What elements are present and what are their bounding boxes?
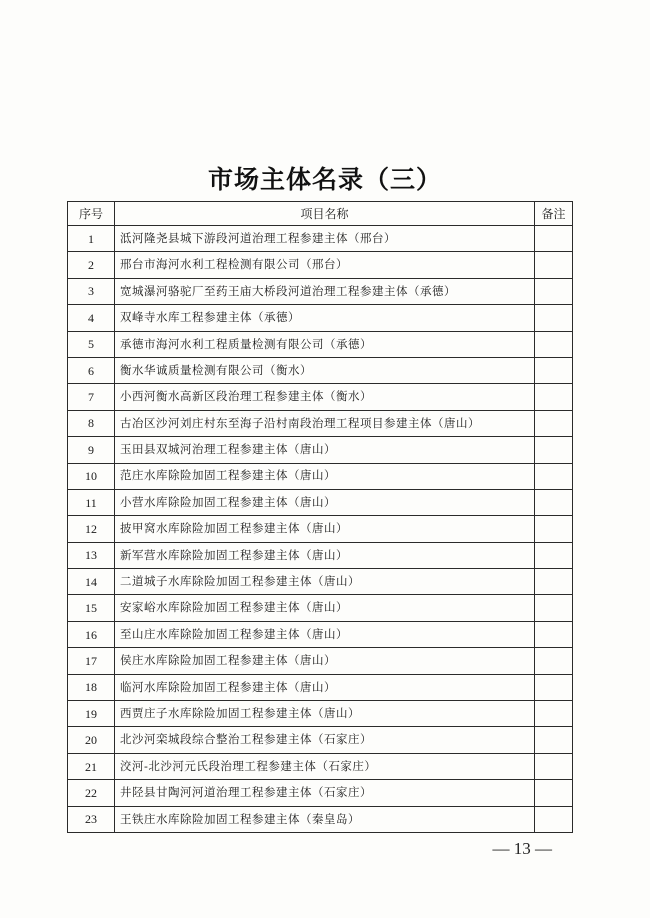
- row-serial-number: 14: [68, 569, 115, 595]
- row-project-name: 范庄水库除险加固工程参建主体（唐山）: [115, 463, 535, 489]
- row-serial-number: 5: [68, 331, 115, 357]
- row-serial-number: 10: [68, 463, 115, 489]
- table-row: [68, 727, 573, 753]
- row-project-name: 西贾庄子水库除险加固工程参建主体（唐山）: [115, 701, 535, 727]
- row-project-name: 宽城瀑河骆驼厂至药王庙大桥段河道治理工程参建主体（承德）: [115, 278, 535, 304]
- row-remarks: [535, 384, 573, 410]
- table-row: [68, 701, 573, 727]
- row-project-name: 小西河衡水高新区段治理工程参建主体（衡水）: [115, 384, 535, 410]
- row-remarks: [535, 542, 573, 568]
- row-serial-number: 18: [68, 674, 115, 700]
- row-remarks: [535, 648, 573, 674]
- table-row: [68, 542, 573, 568]
- row-remarks: [535, 780, 573, 806]
- table-row: [68, 621, 573, 647]
- row-serial-number: 7: [68, 384, 115, 410]
- row-remarks: [535, 357, 573, 383]
- row-project-name: 二道城子水库除险加固工程参建主体（唐山）: [115, 569, 535, 595]
- header-serial-number: 序号: [68, 202, 115, 226]
- table-row: [68, 569, 573, 595]
- row-remarks: [535, 674, 573, 700]
- table-row: [68, 489, 573, 515]
- row-serial-number: 12: [68, 516, 115, 542]
- row-serial-number: 17: [68, 648, 115, 674]
- row-project-name: 临河水库除险加固工程参建主体（唐山）: [115, 674, 535, 700]
- row-serial-number: 20: [68, 727, 115, 753]
- row-remarks: [535, 806, 573, 832]
- table-row: [68, 516, 573, 542]
- table-row: [68, 384, 573, 410]
- row-serial-number: 8: [68, 410, 115, 436]
- header-project-name: 项目名称: [115, 202, 535, 226]
- row-serial-number: 9: [68, 437, 115, 463]
- row-serial-number: 6: [68, 357, 115, 383]
- header-remarks: 备注: [535, 202, 573, 226]
- table-row: [68, 437, 573, 463]
- row-serial-number: 13: [68, 542, 115, 568]
- row-remarks: [535, 410, 573, 436]
- row-project-name: 侯庄水库除险加固工程参建主体（唐山）: [115, 648, 535, 674]
- row-project-name: 新军营水库除险加固工程参建主体（唐山）: [115, 542, 535, 568]
- table-row: [68, 357, 573, 383]
- row-remarks: [535, 226, 573, 252]
- row-project-name: 洨河-北沙河元氏段治理工程参建主体（石家庄）: [115, 753, 535, 779]
- row-serial-number: 3: [68, 278, 115, 304]
- table-row: [68, 463, 573, 489]
- row-project-name: 古冶区沙河刘庄村东至海子沿村南段治理工程项目参建主体（唐山）: [115, 410, 535, 436]
- row-project-name: 承德市海河水利工程质量检测有限公司（承德）: [115, 331, 535, 357]
- register-table: [67, 201, 573, 833]
- table-header-row: [68, 202, 573, 226]
- table-row: [68, 331, 573, 357]
- row-remarks: [535, 595, 573, 621]
- row-serial-number: 22: [68, 780, 115, 806]
- row-project-name: 披甲窝水库除险加固工程参建主体（唐山）: [115, 516, 535, 542]
- table-row: [68, 648, 573, 674]
- row-remarks: [535, 727, 573, 753]
- row-project-name: 玉田县双城河治理工程参建主体（唐山）: [115, 437, 535, 463]
- row-project-name: 衡水华诚质量检测有限公司（衡水）: [115, 357, 535, 383]
- row-remarks: [535, 278, 573, 304]
- row-project-name: 双峰寺水库工程参建主体（承德）: [115, 305, 535, 331]
- row-project-name: 小营水库除险加固工程参建主体（唐山）: [115, 489, 535, 515]
- row-project-name: 泜河隆尧县城下游段河道治理工程参建主体（邢台）: [115, 226, 535, 252]
- row-serial-number: 2: [68, 252, 115, 278]
- row-remarks: [535, 516, 573, 542]
- table-row: [68, 278, 573, 304]
- row-remarks: [535, 701, 573, 727]
- row-remarks: [535, 753, 573, 779]
- row-project-name: 邢台市海河水利工程检测有限公司（邢台）: [115, 252, 535, 278]
- row-project-name: 井陉县甘陶河河道治理工程参建主体（石家庄）: [115, 780, 535, 806]
- page-number: — 13 —: [492, 839, 552, 858]
- table-row: [68, 806, 573, 832]
- row-remarks: [535, 569, 573, 595]
- table-row: [68, 226, 573, 252]
- row-remarks: [535, 463, 573, 489]
- row-remarks: [535, 305, 573, 331]
- table-row: [68, 674, 573, 700]
- row-remarks: [535, 621, 573, 647]
- table-row: [68, 595, 573, 621]
- row-serial-number: 21: [68, 753, 115, 779]
- row-serial-number: 23: [68, 806, 115, 832]
- row-project-name: 至山庄水库除险加固工程参建主体（唐山）: [115, 621, 535, 647]
- row-remarks: [535, 489, 573, 515]
- table-row: [68, 410, 573, 436]
- row-serial-number: 4: [68, 305, 115, 331]
- row-serial-number: 11: [68, 489, 115, 515]
- row-serial-number: 1: [68, 226, 115, 252]
- table-body: [68, 226, 573, 833]
- table-row: [68, 753, 573, 779]
- page-title: 市场主体名录（三）: [207, 165, 442, 194]
- table-row: [68, 780, 573, 806]
- table-row: [68, 252, 573, 278]
- row-remarks: [535, 331, 573, 357]
- row-serial-number: 15: [68, 595, 115, 621]
- row-project-name: 王铁庄水库除险加固工程参建主体（秦皇岛）: [115, 806, 535, 832]
- row-remarks: [535, 252, 573, 278]
- table-row: [68, 305, 573, 331]
- row-remarks: [535, 437, 573, 463]
- row-project-name: 北沙河栾城段综合整治工程参建主体（石家庄）: [115, 727, 535, 753]
- row-serial-number: 16: [68, 621, 115, 647]
- row-project-name: 安家峪水库除险加固工程参建主体（唐山）: [115, 595, 535, 621]
- row-serial-number: 19: [68, 701, 115, 727]
